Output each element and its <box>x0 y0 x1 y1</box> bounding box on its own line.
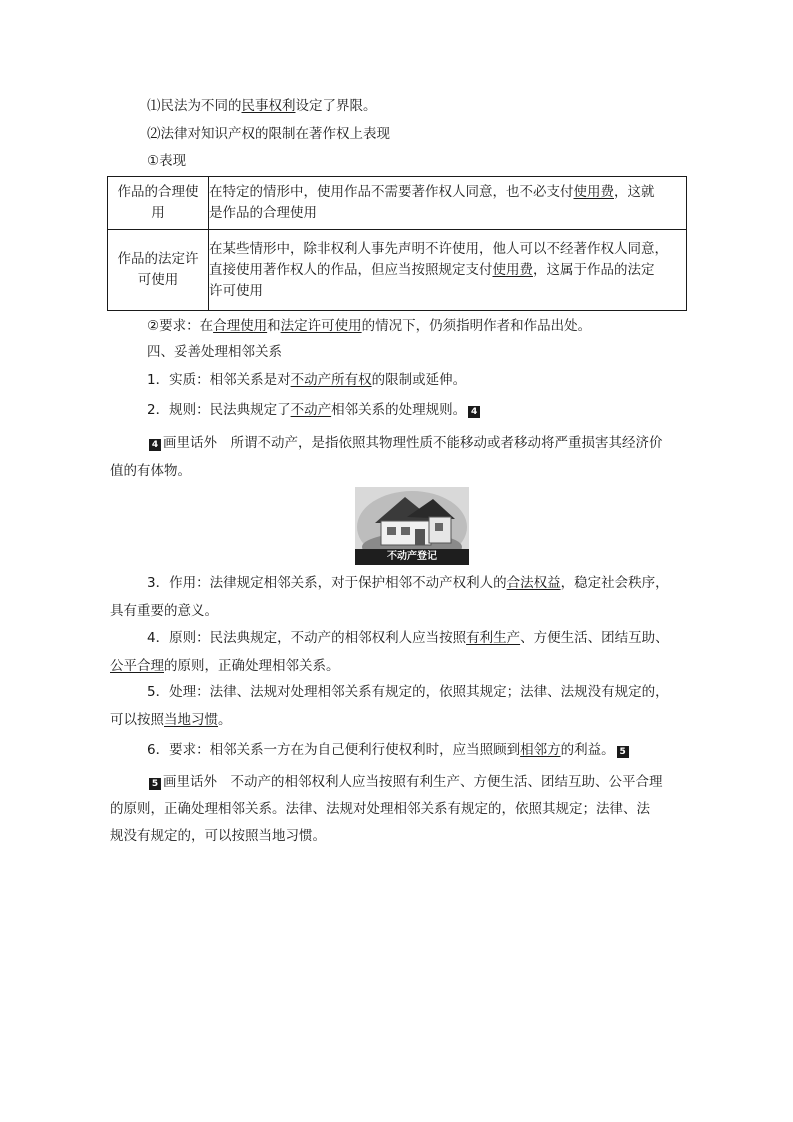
note-badge: 4 <box>149 439 161 451</box>
copyright-usage-table <box>107 176 687 311</box>
paragraph-ip-limits: ⑵法律对知识产权的限制在著作权上表现 <box>147 126 390 142</box>
side-note-5-cont-2: 规没有规定的，可以按照当地习惯。 <box>110 828 326 844</box>
side-note-5-cont: 的原则，正确处理相邻关系。法律、法规对处理相邻关系有规定的，依照其规定；法律、法 <box>110 801 650 817</box>
paragraph-requirement-2: 6．要求：相邻关系一方在为自己便利行使权利时，应当照顾到相邻方的利益。 5 <box>147 740 631 760</box>
image-caption: 不动产登记 <box>387 551 437 562</box>
paragraph-rules: 2．规则：民法典规定了不动产相邻关系的处理规则。 4 <box>147 400 482 420</box>
table-content-cell: 在特定的情形中，使用作品不需要著作权人同意，也不必支付使用费，这就 是作品的合理使用 <box>209 177 687 230</box>
paragraph-principle-cont: 公平合理的原则，正确处理相邻关系。 <box>110 658 340 674</box>
paragraph-civil-law-limits: ⑴民法为不同的民事权利设定了界限。 <box>147 98 377 114</box>
paragraph-function: 3．作用：法律规定相邻关系，对于保护相邻不动产权利人的合法权益，稳定社会秩序， <box>147 575 669 591</box>
paragraph-handling-cont: 可以按照当地习惯。 <box>110 712 232 728</box>
side-note-4: 4 画里话外 所谓不动产，是指依照其物理性质不能移动或者移动将严重损害其经济价 <box>147 433 663 453</box>
section-heading: 四、妥善处理相邻关系 <box>147 344 282 360</box>
paragraph-requirement: ②要求：在合理使用和法定许可使用的情况下，仍须指明作者和作品出处。 <box>147 318 592 334</box>
footnote-badge: 4 <box>468 406 480 418</box>
side-note-4-cont: 值的有体物。 <box>110 463 191 479</box>
table-header-cell: 作品的合理使 用 <box>108 177 209 230</box>
paragraph-handling: 5．处理：法律、法规对处理相邻关系有规定的，依照其规定；法律、法规没有规定的， <box>147 684 669 700</box>
paragraph-function-cont: 具有重要的意义。 <box>110 603 218 619</box>
underlined-term: 民事权利 <box>241 98 296 114</box>
house-registration-image <box>355 487 469 565</box>
table-row <box>108 177 687 230</box>
table-row <box>108 230 687 311</box>
table-content-cell: 在某些情形中，除非权利人事先声明不许使用，他人可以不经著作权人同意， 直接使用著作权人的作品，但应当按照规定支付使用费，这属于作品的法定 许可使用 <box>209 230 687 311</box>
paragraph-essence: 1．实质：相邻关系是对不动产所有权的限制或延伸。 <box>147 372 467 388</box>
note-badge: 5 <box>149 778 161 790</box>
table-header-cell: 作品的法定许 可使用 <box>108 230 209 311</box>
footnote-badge: 5 <box>617 746 629 758</box>
side-note-5: 5 画里话外 不动产的相邻权利人应当按照有利生产、方便生活、团结互助、公平合理 <box>147 772 663 792</box>
paragraph-principle: 4．原则：民法典规定，不动产的相邻权利人应当按照有利生产、方便生活、团结互助、 <box>147 630 669 646</box>
subheading-manifestation: ①表现 <box>147 153 187 169</box>
